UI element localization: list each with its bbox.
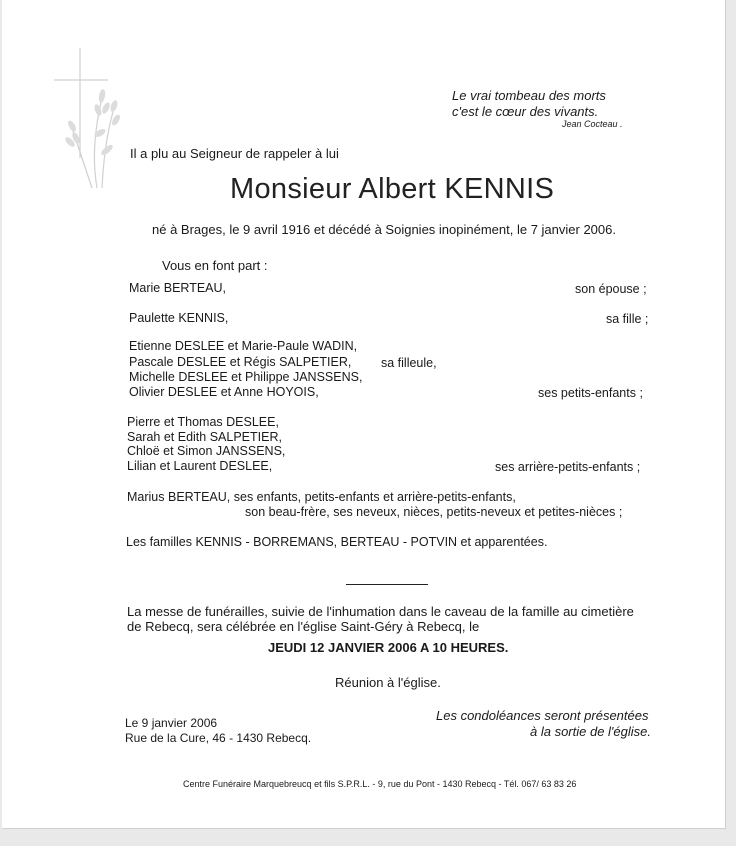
birth-death-line: né à Brages, le 9 avril 1916 et décédé à Soignies inopinément, le 7 janvier 2006. [152, 222, 616, 237]
sender-address: Rue de la Cure, 46 - 1430 Rebecq. [125, 731, 312, 745]
grandchildren-line: Pascale DESLEE et Régis SALPETIER, [129, 355, 352, 369]
spouse-relation: son épouse ; [575, 282, 647, 296]
great-grandchildren-relation: ses arrière-petits-enfants ; [495, 460, 641, 474]
grandchildren-line: Olivier DESLEE et Anne HOYOIS, [129, 385, 319, 399]
brother-in-law-line-1: Marius BERTEAU, ses enfants, petits-enfants et arrière-petits-enfants, [127, 490, 516, 504]
epigraph-line-1: Le vrai tombeau des morts [452, 88, 606, 103]
families-line: Les familles KENNIS - BORREMANS, BERTEAU - POTVIN et apparentées. [126, 535, 548, 549]
reunion-line: Réunion à l'église. [335, 675, 441, 690]
great-grandchildren-line: Lilian et Laurent DESLEE, [127, 459, 273, 473]
deceased-name: Monsieur Albert KENNIS [230, 173, 555, 205]
cross-and-wheat-icon [42, 38, 132, 198]
condolences-line-1: Les condoléances seront présentées [436, 708, 649, 723]
death-notice-page [2, 0, 726, 829]
funeral-home-footer: Centre Funéraire Marquebreucq et fils S.P.R.L. - 9, rue du Pont - 1430 Rebecq - Tél. 067/ 63 83 26 [183, 779, 577, 789]
great-grandchildren-line: Pierre et Thomas DESLEE, [127, 415, 279, 429]
grandchildren-line: Etienne DESLEE et Marie-Paule WADIN, [129, 339, 358, 353]
grandchildren-line: Michelle DESLEE et Philippe JANSSENS, [129, 370, 363, 384]
condolences-line-2: à la sortie de l'église. [530, 724, 651, 739]
great-grandchildren-line: Sarah et Edith SALPETIER, [127, 430, 282, 444]
epigraph-line-2: c'est le cœur des vivants. [452, 104, 599, 119]
great-grandchildren-line: Chloë et Simon JANSSENS, [127, 444, 286, 458]
funeral-date: JEUDI 12 JANVIER 2006 A 10 HEURES. [268, 640, 509, 655]
funeral-line-1: La messe de funérailles, suivie de l'inhumation dans le caveau de la famille au cimetière [127, 604, 634, 619]
spouse-name: Marie BERTEAU, [129, 281, 227, 295]
epigraph-author: Jean Cocteau . [562, 119, 623, 129]
sender-date: Le 9 janvier 2006 [125, 716, 218, 730]
brother-in-law-line-2: son beau-frère, ses neveux, nièces, petits-neveux et petites-nièces ; [245, 505, 623, 519]
intro-text: Il a plu au Seigneur de rappeler à lui [130, 146, 339, 161]
separator-line [346, 584, 428, 585]
daughter-relation: sa fille ; [606, 312, 649, 326]
grandchildren-relation: ses petits-enfants ; [538, 386, 643, 400]
funeral-line-2: de Rebecq, sera célébrée en l'église Saint-Géry à Rebecq, le [127, 619, 480, 634]
daughter-name: Paulette KENNIS, [129, 311, 229, 325]
announcement-line: Vous en font part : [162, 258, 268, 273]
filleule-note: sa filleule, [381, 356, 437, 370]
